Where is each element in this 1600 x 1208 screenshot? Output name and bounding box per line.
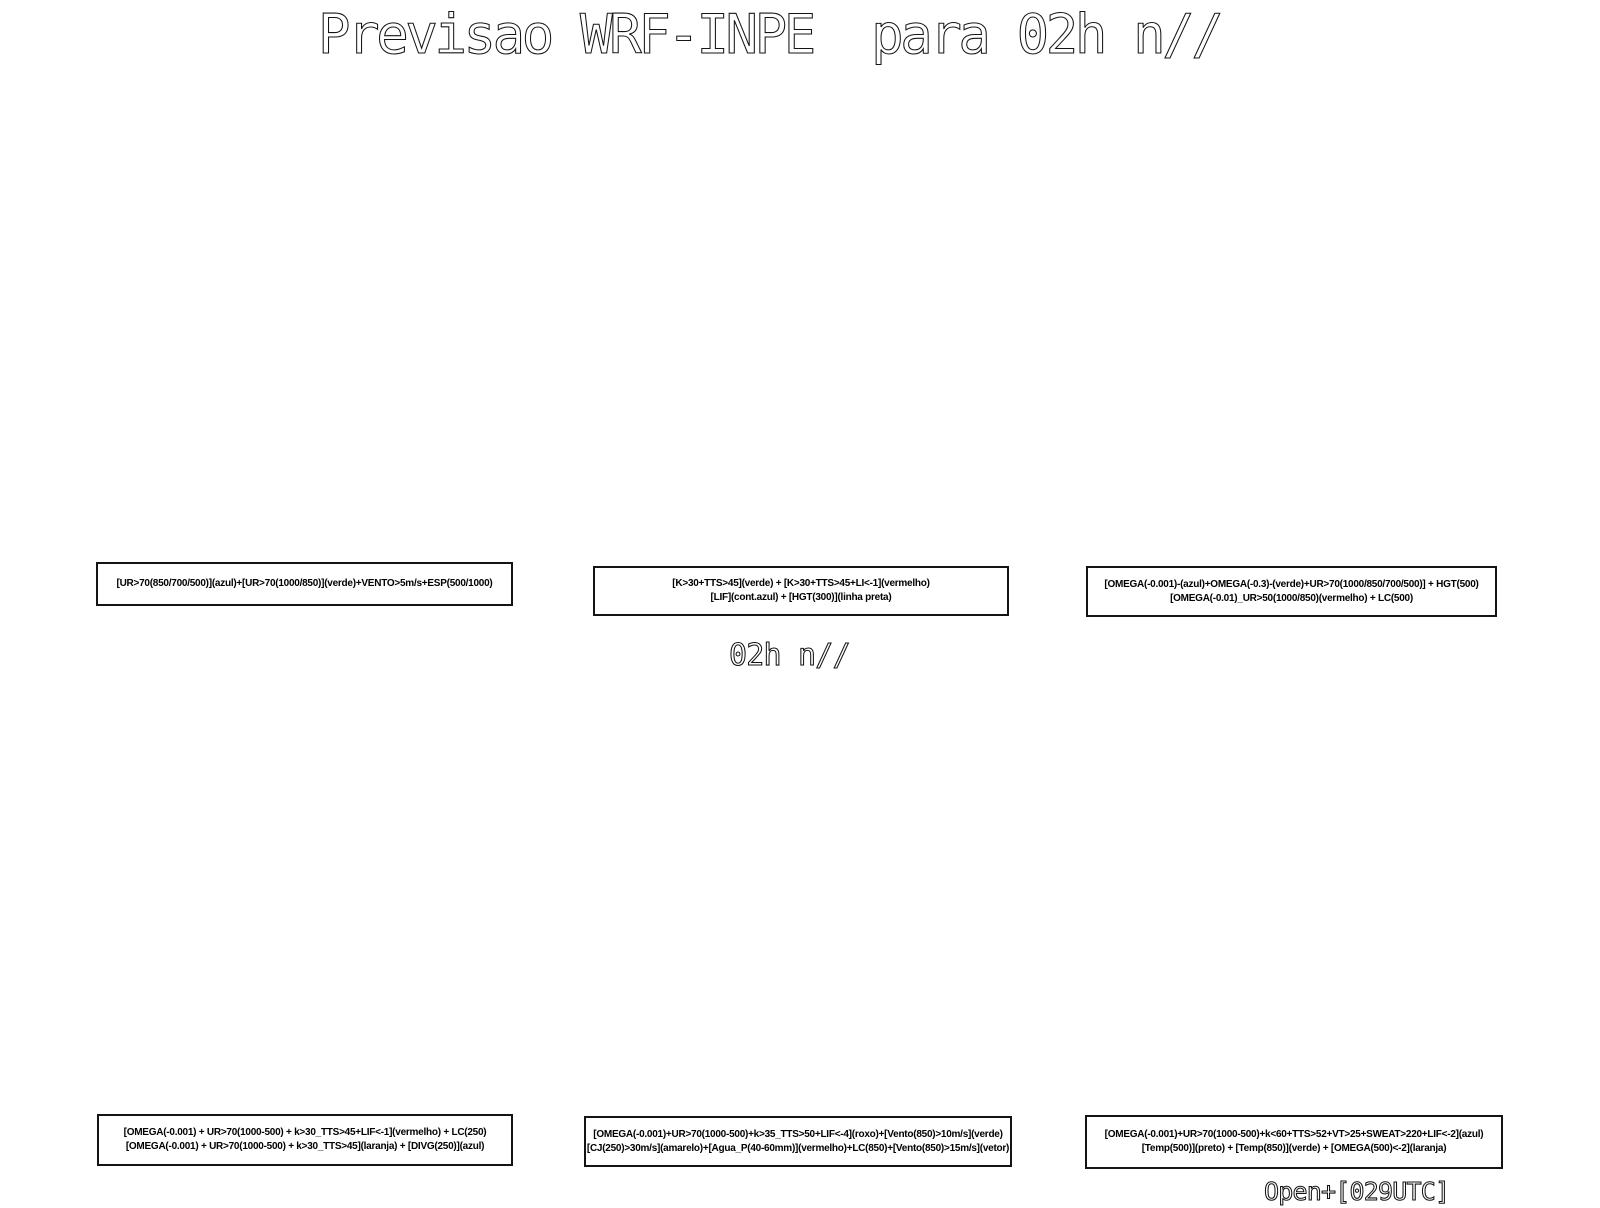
legend-line: [Temp(500)](preto) + [Temp(850)](verde) + [OMEGA(500)<-2](laranja) bbox=[1141, 1143, 1447, 1154]
legend-line: [OMEGA(-0.001) + UR>70(1000-500) + k>30_TTS>45](laranja) + [DIVG(250)](azul) bbox=[125, 1141, 485, 1152]
legend-line: [K>30+TTS>45](verde) + [K>30+TTS>45+LI<-1](vermelho) bbox=[672, 578, 930, 589]
legend-line: [UR>70(850/700/500)](azul)+[UR>70(1000/850)](verde)+VENTO>5m/s+ESP(500/1000) bbox=[116, 578, 493, 589]
legend-line: [LIF](cont.azul) + [HGT(300)](linha preta) bbox=[710, 592, 892, 603]
legend-line: [OMEGA(-0.001)+UR>70(1000-500)+k>35_TTS>50+LIF<-4](roxo)+[Vento(850)>10m/s](verde) bbox=[593, 1128, 1003, 1140]
legend-line: [OMEGA(-0.01)_UR>50(1000/850)(vermelho) + LC(500) bbox=[1170, 592, 1413, 604]
legend-line: [OMEGA(-0.001)-(azul)+OMEGA(-0.3)-(verde)+UR>70(1000/850/700/500)] + HGT(500) bbox=[1104, 578, 1479, 590]
mid-hour-label: 02h n// bbox=[729, 638, 850, 673]
legend-box-bottom-right bbox=[1085, 1115, 1503, 1169]
legend-box-top-right bbox=[1086, 566, 1497, 617]
legend-box-bottom-center bbox=[584, 1116, 1012, 1167]
legend-box-top-left bbox=[96, 562, 513, 606]
legend-line: [OMEGA(-0.001)+UR>70(1000-500)+k<60+TTS>52+VT>25+SWEAT>220+LIF<-2](azul) bbox=[1104, 1129, 1484, 1140]
legend-line: [OMEGA(-0.001) + UR>70(1000-500) + k>30_TTS>45+LIF<-1](vermelho) + LC(250) bbox=[123, 1127, 487, 1138]
legend-box-top-center bbox=[593, 566, 1009, 616]
legend-box-bottom-left bbox=[97, 1114, 513, 1166]
legend-line: [CJ(250)>30m/s](amarelo)+[Agua_P(40-60mm)](vermelho)+LC(850)+[Vento(850)>15m/s](vetor) bbox=[586, 1142, 1010, 1154]
page-title: Previsao WRF-INPE para 02h n// bbox=[318, 3, 1221, 66]
footer-utc-label: Open+[029UTC] bbox=[1264, 1177, 1450, 1206]
